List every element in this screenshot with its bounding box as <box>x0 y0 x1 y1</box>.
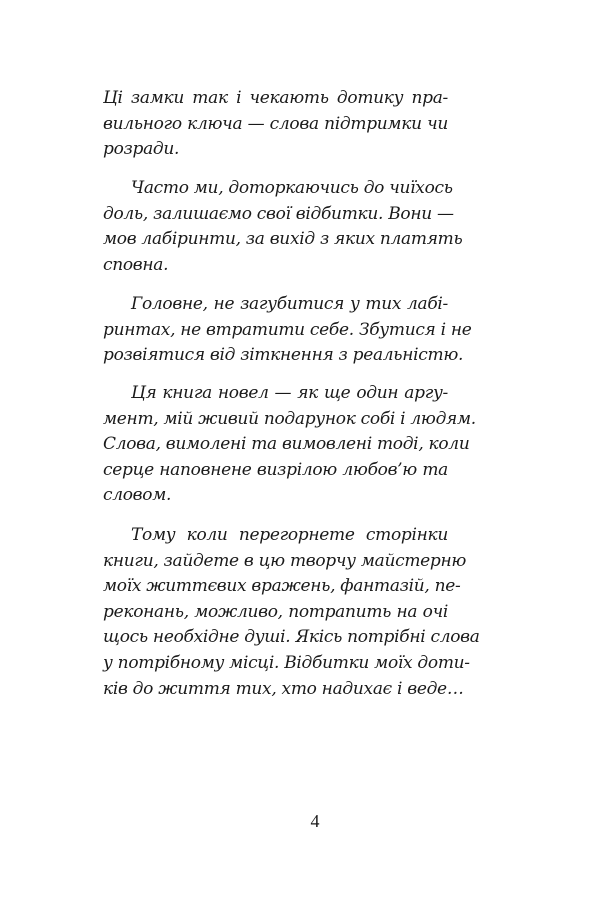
text-line: Часто ми, доторкаючись до чиїхось <box>131 178 453 198</box>
paragraph-3 <box>103 292 472 369</box>
page-number: 4 <box>310 811 320 831</box>
text-line: мов лабіринти, за вихід з яких платять <box>103 229 463 250</box>
text-line: серце наповнене визрілою любов’ю та <box>103 459 448 480</box>
text-line: реконань, можливо, потрапить на очі <box>103 601 448 622</box>
text-line: сповна. <box>103 254 169 275</box>
text-line: словом. <box>103 485 172 506</box>
text-line: книги, зайдете в цю творчу майстерню <box>103 550 467 571</box>
text-line: Ця книга новел — як ще один аргу- <box>131 383 448 403</box>
text-line: ків до життя тих, хто надихає і веде… <box>103 678 464 699</box>
text-line: мент, мій живий подарунок собі і людям. <box>103 408 476 429</box>
text-line: Ці замки так і чекають дотику пра- <box>103 88 448 108</box>
text-line: Тому коли перегорнете сторінки <box>131 525 448 545</box>
text-line: розвіятися від зіткнення з реальністю. <box>103 345 464 366</box>
text-line: Слова, вимолені та вимовлені тоді, коли <box>103 434 470 455</box>
paragraph-1 <box>103 86 448 163</box>
text-line: доль, залишаємо свої відбитки. Вони — <box>103 203 454 224</box>
text-line: Головне, не загубитися у тих лабі- <box>131 294 448 314</box>
text-line: вильного ключа — слова підтримки чи <box>103 113 448 134</box>
paragraph-2 <box>103 176 463 278</box>
text-line: моїх життєвих вражень, фантазій, пе- <box>103 576 461 597</box>
paragraph-4 <box>103 381 476 509</box>
text-line: у потрібному місці. Відбитки моїх доти- <box>103 652 470 673</box>
text-line: щось необхідне душі. Якісь потрібні слова <box>103 627 480 648</box>
text-line: ринтах, не втратити себе. Збутися і не <box>103 319 472 340</box>
text-line: розради. <box>103 139 180 160</box>
paragraph-5 <box>103 523 480 702</box>
